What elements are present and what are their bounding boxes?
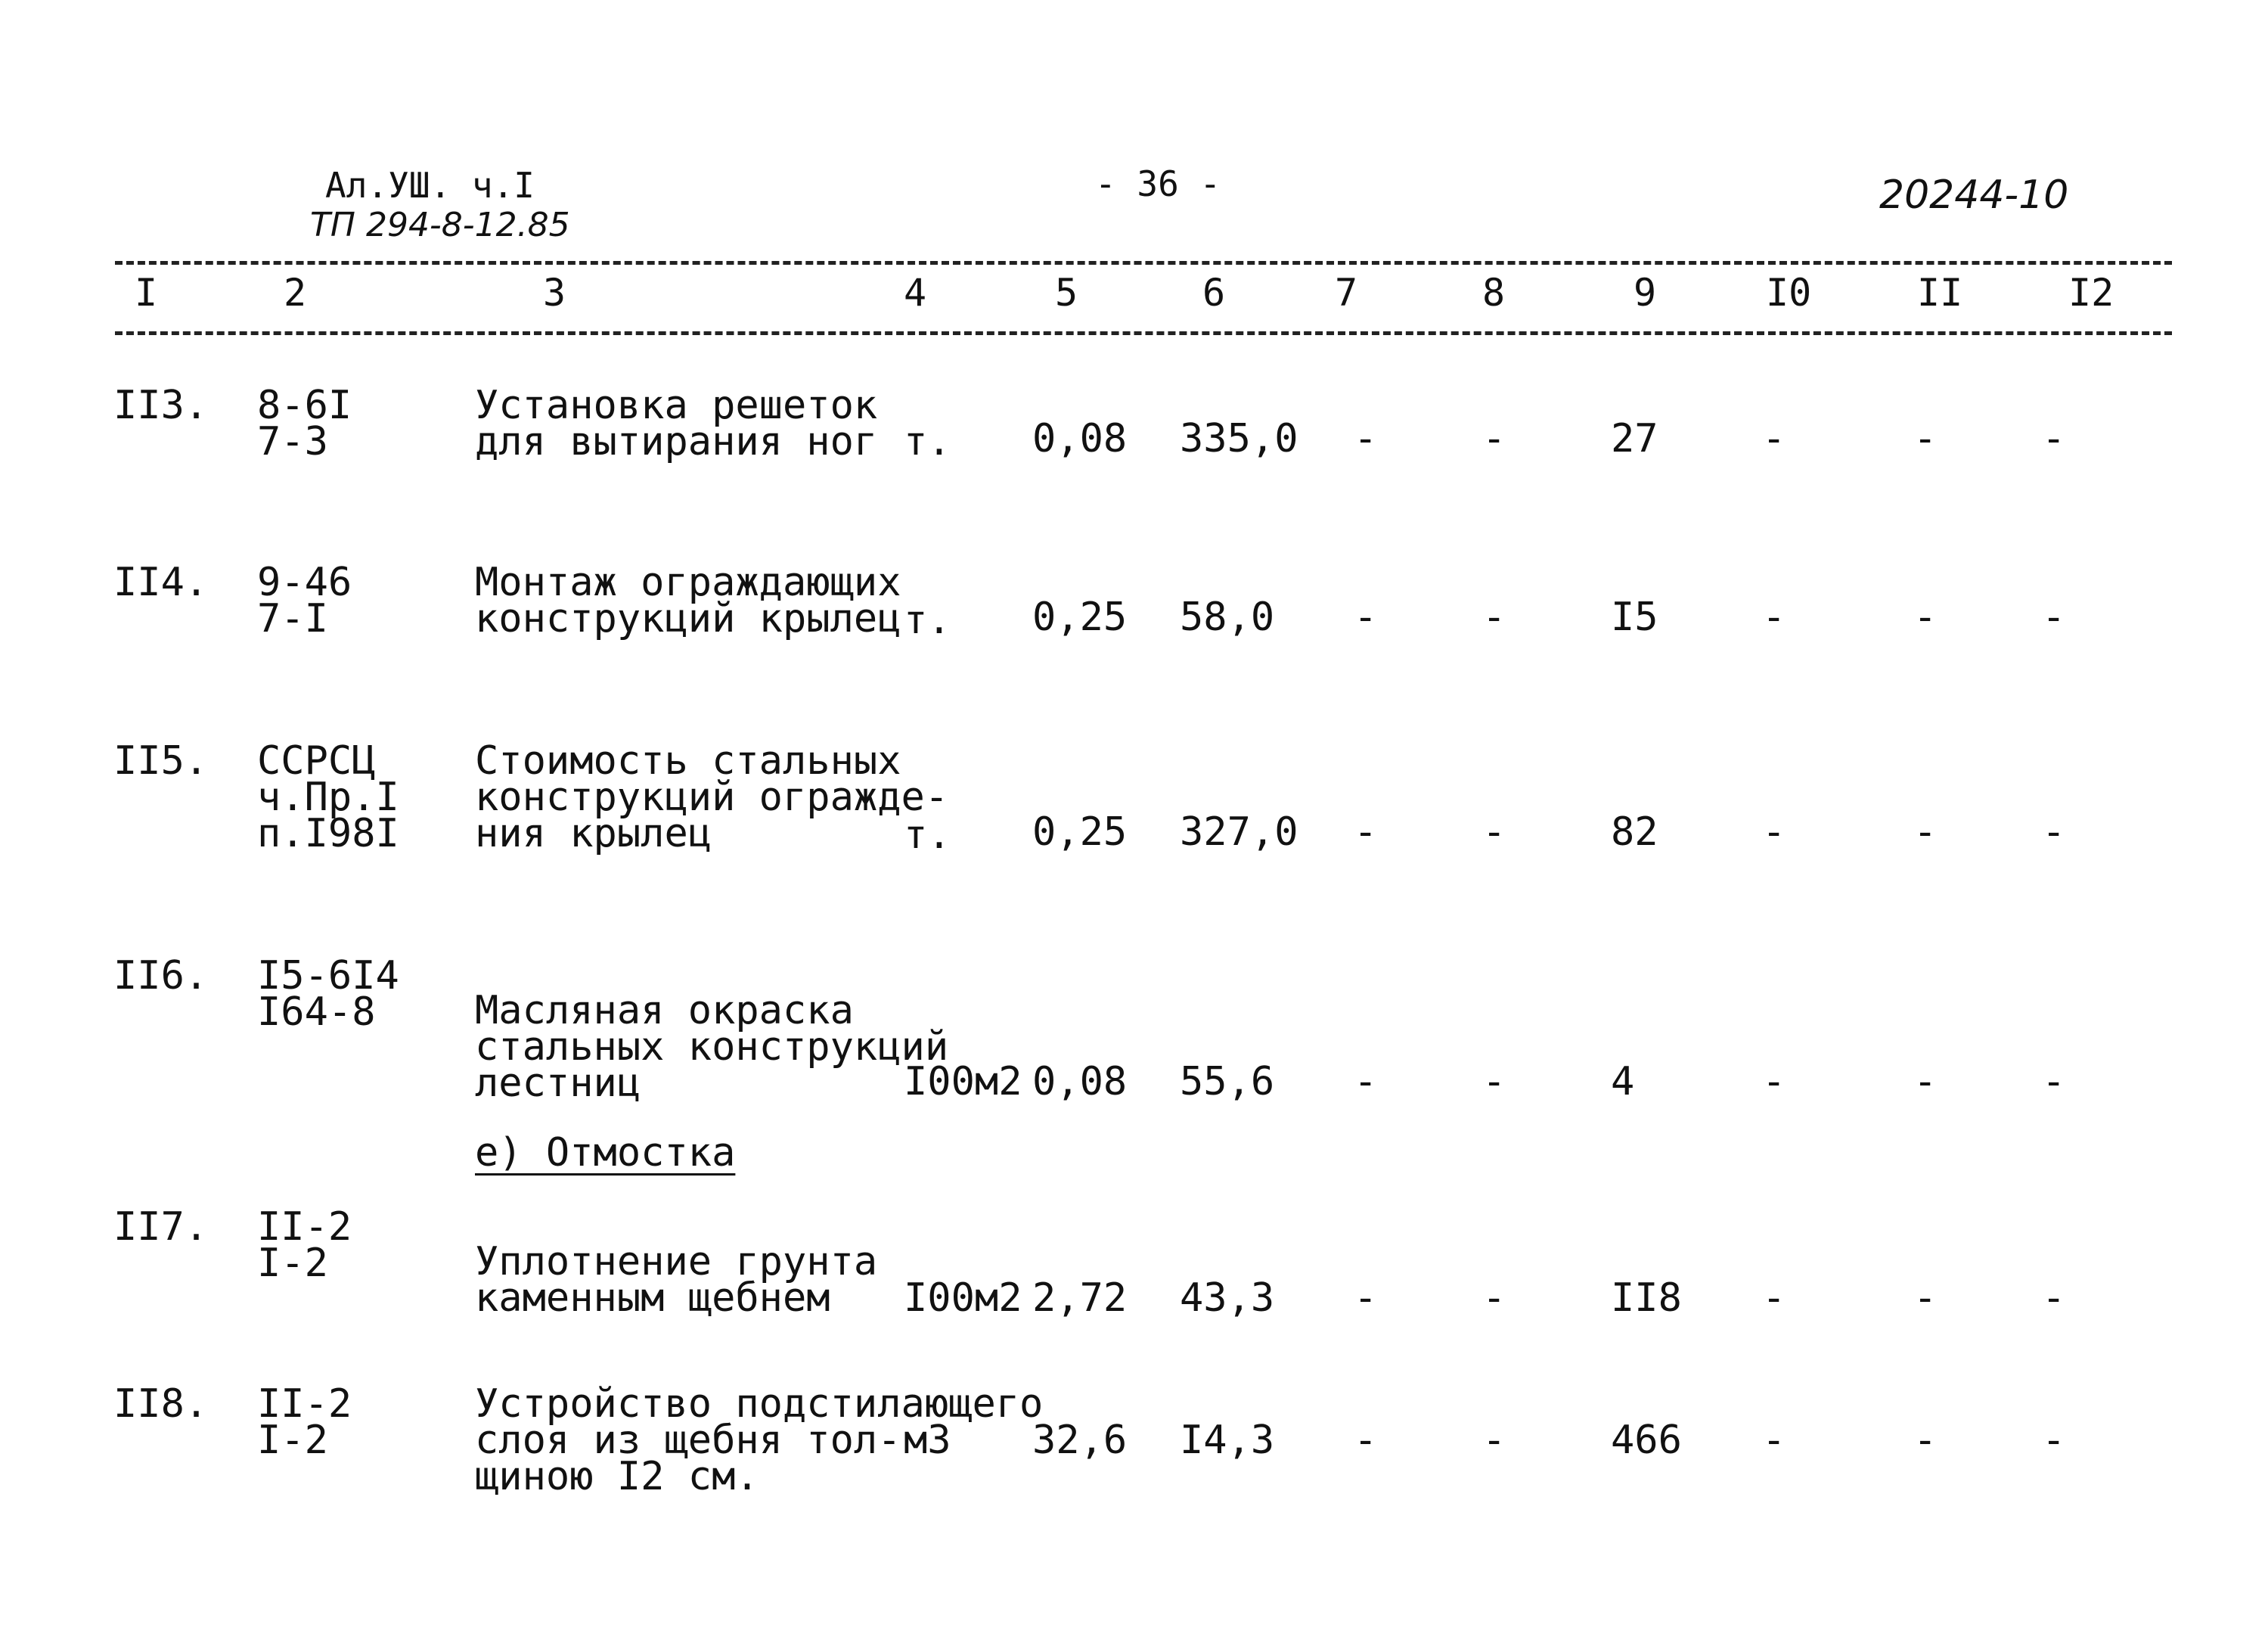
- row-number: II5.: [113, 738, 209, 784]
- column-header: 4: [904, 271, 927, 315]
- col11-value: -: [1913, 595, 1938, 640]
- work-description: Установка решеток для вытирания ног: [475, 383, 878, 464]
- norm-code: II-2 I-2: [257, 1204, 352, 1286]
- unit: т.: [904, 812, 951, 858]
- unit-price: I4,3: [1180, 1418, 1275, 1463]
- col12-value: -: [2042, 595, 2066, 640]
- row-number: II3.: [113, 383, 209, 428]
- stamp-number: 20244-10: [1879, 172, 2069, 218]
- column-header: I2: [2068, 271, 2114, 315]
- quantity: 32,6: [1032, 1418, 1128, 1463]
- col12-value: -: [2042, 1418, 2066, 1463]
- column-header: I: [135, 271, 158, 315]
- unit: т.: [904, 598, 951, 643]
- column-header: 7: [1335, 271, 1358, 315]
- col12-value: -: [2042, 1275, 2066, 1321]
- column-header: I0: [1766, 271, 1812, 315]
- work-description: Уплотнение грунта каменным щебнем: [475, 1239, 878, 1321]
- col7-value: -: [1354, 1275, 1378, 1321]
- col12-value: -: [2042, 1059, 2066, 1104]
- col10-value: -: [1762, 1418, 1786, 1463]
- col11-value: -: [1913, 416, 1938, 461]
- norm-code: 9-46 7-I: [257, 560, 352, 641]
- row-number: II8.: [113, 1381, 209, 1427]
- table-top-rule: [115, 261, 2172, 265]
- unit-price: 335,0: [1180, 416, 1298, 461]
- col10-value: -: [1762, 1275, 1786, 1321]
- col12-value: -: [2042, 809, 2066, 855]
- work-description: Устройство подстилающего слоя из щебня тол- щиною I2 см.: [475, 1381, 1044, 1499]
- quantity: 2,72: [1032, 1275, 1128, 1321]
- unit-price: 43,3: [1180, 1275, 1275, 1321]
- col9-value: 27: [1611, 416, 1658, 461]
- column-header: 3: [543, 271, 566, 315]
- norm-code: ССРСЦ ч.Пр.I п.I98I: [257, 738, 399, 856]
- col10-value: -: [1762, 416, 1786, 461]
- work-description: Стоимость стальных конструкций огражде- ния крылец: [475, 738, 949, 856]
- col8-value: -: [1482, 416, 1506, 461]
- quantity: 0,25: [1032, 809, 1128, 855]
- col8-value: -: [1482, 1418, 1506, 1463]
- col9-value: 4: [1611, 1059, 1635, 1104]
- col8-value: -: [1482, 1059, 1506, 1104]
- col10-value: -: [1762, 809, 1786, 855]
- work-description: Монтаж ограждающих конструкций крылец: [475, 560, 901, 641]
- column-header: 9: [1634, 271, 1657, 315]
- column-header: 5: [1055, 271, 1078, 315]
- unit: м3: [904, 1418, 951, 1463]
- col8-value: -: [1482, 595, 1506, 640]
- quantity: 0,25: [1032, 595, 1128, 640]
- unit-price: 327,0: [1180, 809, 1298, 855]
- col11-value: -: [1913, 1059, 1938, 1104]
- col9-value: 466: [1611, 1418, 1682, 1463]
- col8-value: -: [1482, 1275, 1506, 1321]
- unit: т.: [904, 419, 951, 464]
- row-number: II6.: [113, 953, 209, 999]
- row-number: II7.: [113, 1204, 209, 1250]
- col10-value: -: [1762, 595, 1786, 640]
- quantity: 0,08: [1032, 416, 1128, 461]
- column-header: 6: [1202, 271, 1226, 315]
- quantity: 0,08: [1032, 1059, 1128, 1104]
- col11-value: -: [1913, 1275, 1938, 1321]
- unit: I00м2: [904, 1059, 1022, 1104]
- col7-value: -: [1354, 416, 1378, 461]
- col11-value: -: [1913, 1418, 1938, 1463]
- col9-value: I5: [1611, 595, 1658, 640]
- col8-value: -: [1482, 809, 1506, 855]
- col7-value: -: [1354, 809, 1378, 855]
- norm-code: 8-6I 7-3: [257, 383, 352, 464]
- col7-value: -: [1354, 1418, 1378, 1463]
- col7-value: -: [1354, 1059, 1378, 1104]
- col7-value: -: [1354, 595, 1378, 640]
- norm-code: I5-6I4 I64-8: [257, 953, 399, 1035]
- col9-value: 82: [1611, 809, 1658, 855]
- unit: I00м2: [904, 1275, 1022, 1321]
- page-number: - 36 -: [1095, 163, 1221, 204]
- column-header: II: [1917, 271, 1963, 315]
- norm-code: II-2 I-2: [257, 1381, 352, 1463]
- unit-price: 55,6: [1180, 1059, 1275, 1104]
- table-header-rule: [115, 331, 2172, 335]
- column-header: 8: [1482, 271, 1506, 315]
- unit-price: 58,0: [1180, 595, 1275, 640]
- column-header: 2: [284, 271, 307, 315]
- album-reference: Ал.УШ. ч.I: [325, 165, 535, 206]
- col9-value: II8: [1611, 1275, 1682, 1321]
- subsection-heading: е) Отмостка: [475, 1130, 736, 1176]
- col10-value: -: [1762, 1059, 1786, 1104]
- work-description: Масляная окраска стальных конструкций лестниц: [475, 988, 949, 1106]
- col11-value: -: [1913, 809, 1938, 855]
- row-number: II4.: [113, 560, 209, 605]
- col12-value: -: [2042, 416, 2066, 461]
- project-code: ТП 294-8-12.85: [310, 206, 570, 244]
